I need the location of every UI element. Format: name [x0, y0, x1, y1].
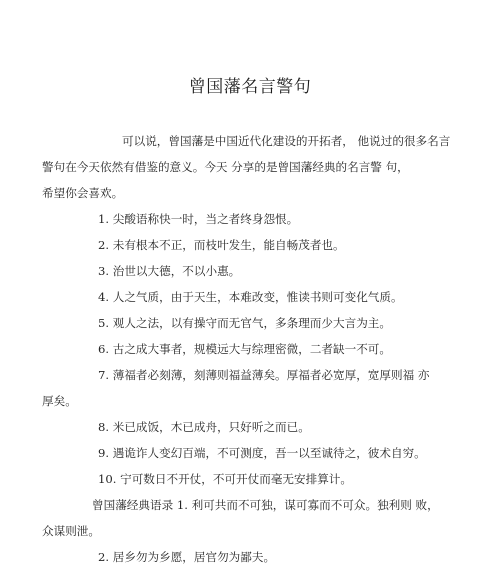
intro-line-2: 警句在今天依然有借鉴的意义。今天 分享的是曾国藩经典的名言警 句， — [42, 160, 409, 174]
list-item-1: 1. 尖酸语称快一时，当之者终身怨恨。 — [98, 212, 299, 226]
document-body — [42, 128, 451, 570]
list-item-4: 4. 人之气质，由于天生，本难改变，惟读书则可变化气质。 — [98, 290, 403, 304]
quotes-line-2: 众谋则泄。 — [42, 524, 100, 538]
list-item-9: 9. 遇诡诈人变幻百端，不可测度，吾一以至诚待之，彼术自穷。 — [98, 446, 426, 460]
quotes-line-1: 曾国藩经典语录 1. 利可共而不可独，谋可寡而不可众。独利则 败， — [92, 498, 439, 512]
list-item-2: 2. 未有根本不正，而枝叶发生，能自畅茂者也。 — [98, 238, 345, 252]
list-item-7-line-2: 厚矣。 — [42, 394, 77, 408]
list-item-5: 5. 观人之法，以有操守而无官气，多条理而少大言为主。 — [98, 316, 391, 330]
list-item-10: 10. 宁可数日不开仗，不可开仗而毫无安排算计。 — [98, 472, 352, 486]
intro-line-3: 希望你会喜欢。 — [42, 186, 124, 200]
list-item-8: 8. 米已成饭，木已成舟，只好听之而已。 — [98, 420, 310, 434]
quotes-item-2: 2. 居乡勿为乡愿，居官勿为鄙夫。 — [98, 550, 276, 564]
list-item-7-line-1: 7. 薄福者必刻薄，刻薄则福益薄矣。厚福者必宽厚，宽厚则福 亦 — [98, 368, 430, 382]
list-item-3: 3. 治世以大德，不以小惠。 — [98, 264, 241, 278]
list-item-6: 6. 古之成大事者，规模远大与综理密微，二者缺一不可。 — [98, 342, 391, 356]
intro-line-1: 可以说，曾国藩是中国近代化建设的开拓者， 他说过的很多名言 — [122, 134, 451, 148]
page-title: 曾国藩名言警句 — [188, 77, 312, 97]
